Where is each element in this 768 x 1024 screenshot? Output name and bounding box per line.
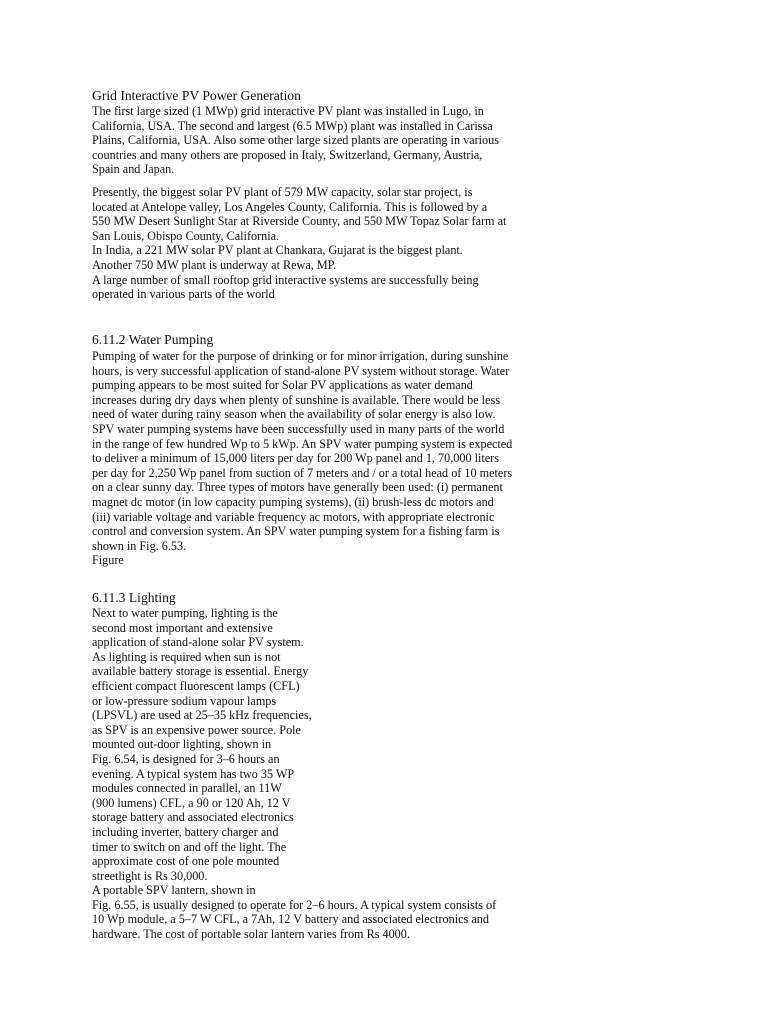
text-line: Fig. 6.55, is usually designed to operate for 2–6 hours. A typical system consists of <box>92 897 497 912</box>
text-line: A portable SPV lantern, shown in <box>92 883 256 898</box>
text-line: control and conversion system. An SPV water pumping system for a fishing farm is <box>92 524 500 539</box>
text-line: mounted out-door lighting, shown in <box>92 737 272 752</box>
text-line: to deliver a minimum of 15,000 liters per day for 200 Wp panel and 1, 70,000 liters <box>92 451 499 466</box>
text-line: 550 MW Desert Sunlight Star at Riverside County, and 550 MW Topaz Solar farm at <box>92 214 507 229</box>
text-line: As lighting is required when sun is not <box>92 649 281 664</box>
text-line: operated in various parts of the world <box>92 287 275 302</box>
text-line: including inverter, battery charger and <box>92 824 279 839</box>
text-line: pumping appears to be most suited for Solar PV applications as water demand <box>92 378 473 393</box>
section-heading-lighting: 6.11.3 Lighting <box>92 590 176 605</box>
text-line: as SPV is an expensive power source. Pole <box>92 722 301 737</box>
text-line: Fig. 6.54, is designed for 3–6 hours an <box>92 751 280 766</box>
text-line: in the range of few hundred Wp to 5 kWp. An SPV water pumping system is expected <box>92 436 513 451</box>
text-line: storage battery and associated electronics <box>92 810 294 825</box>
text-line: countries and many others are proposed in Italy, Switzerland, Germany, Austria, <box>92 147 483 162</box>
text-line: evening. A typical system has two 35 WP <box>92 766 295 781</box>
text-line: or low-pressure sodium vapour lamps <box>92 693 277 708</box>
text-line: San Louis, Obispo County, California. <box>92 228 280 243</box>
paragraph-lighting <box>92 606 496 942</box>
text-line: Another 750 MW plant is underway at Rewa, MP. <box>92 257 337 272</box>
text-line: California, USA. The second and largest (6.5 MWp) plant was installed in Carissa <box>92 118 493 133</box>
text-line: modules connected in parallel, an 11W <box>92 781 282 796</box>
section-heading-water-pumping: 6.11.2 Water Pumping <box>92 332 214 347</box>
text-line: hours, is very successful application of stand-alone PV system without storage. Water <box>92 363 510 378</box>
text-line: Figure <box>92 553 124 568</box>
text-line: need of water during rainy season when the availability of solar energy is also low. <box>92 407 496 422</box>
text-line: Spain and Japan. <box>92 162 175 177</box>
paragraph-water-pumping <box>92 349 512 568</box>
text-line: located at Antelope valley, Los Angeles County, California. This is followed by a <box>92 199 488 214</box>
text-line: magnet dc motor (in low capacity pumping systems), (ii) brush-less dc motors and <box>92 494 494 509</box>
paragraph-grid-2 <box>92 185 506 302</box>
text-line: on a clear sunny day. Three types of motors have generally been used: (i) permanent <box>92 480 503 495</box>
text-line: In India, a 221 MW solar PV plant at Chankara, Gujarat is the biggest plant. <box>92 243 463 258</box>
text-line: Plains, California, USA. Also some other large sized plants are operating in various <box>92 133 499 148</box>
text-line: (LPSVL) are used at 25–35 kHz frequencies, <box>92 708 312 723</box>
text-line: SPV water pumping systems have been successfully used in many parts of the world <box>92 421 505 436</box>
text-line: 10 Wp module, a 5–7 W CFL, a 7Ah, 12 V battery and associated electronics and <box>92 912 489 927</box>
text-line: Presently, the biggest solar PV plant of 579 MW capacity, solar star project, is <box>92 185 473 199</box>
section-heading-grid: Grid Interactive PV Power Generation <box>92 88 301 103</box>
text-line: Pumping of water for the purpose of drinking or for minor irrigation, during sunshine <box>92 349 509 363</box>
text-line: increases during dry days when plenty of sunshine is available. There would be less <box>92 392 500 407</box>
text-line: application of stand-alone solar PV system. <box>92 635 304 650</box>
text-line: efficient compact fluorescent lamps (CFL) <box>92 678 300 693</box>
text-line: timer to switch on and off the light. The <box>92 839 287 854</box>
text-line: Next to water pumping, lighting is the <box>92 606 278 620</box>
text-line: (iii) variable voltage and variable frequency ac motors, with appropriate electronic <box>92 509 495 524</box>
paragraph-grid-1 <box>92 104 499 177</box>
text-line: hardware. The cost of portable solar lantern varies from Rs 4000. <box>92 927 410 942</box>
text-line: approximate cost of one pole mounted <box>92 854 280 869</box>
text-line: second most important and extensive <box>92 620 273 635</box>
text-line: The first large sized (1 MWp) grid interactive PV plant was installed in Lugo, in <box>92 104 484 118</box>
text-line: streetlight is Rs 30,000. <box>92 868 208 883</box>
text-line: A large number of small rooftop grid interactive systems are successfully being <box>92 272 479 287</box>
text-line: available battery storage is essential. Energy <box>92 664 309 679</box>
text-line: (900 lumens) CFL, a 90 or 120 Ah, 12 V <box>92 795 291 810</box>
text-line: shown in Fig. 6.53. <box>92 538 187 553</box>
text-line: per day for 2,250 Wp panel from suction of 7 meters and / or a total head of 10 meters <box>92 465 513 480</box>
